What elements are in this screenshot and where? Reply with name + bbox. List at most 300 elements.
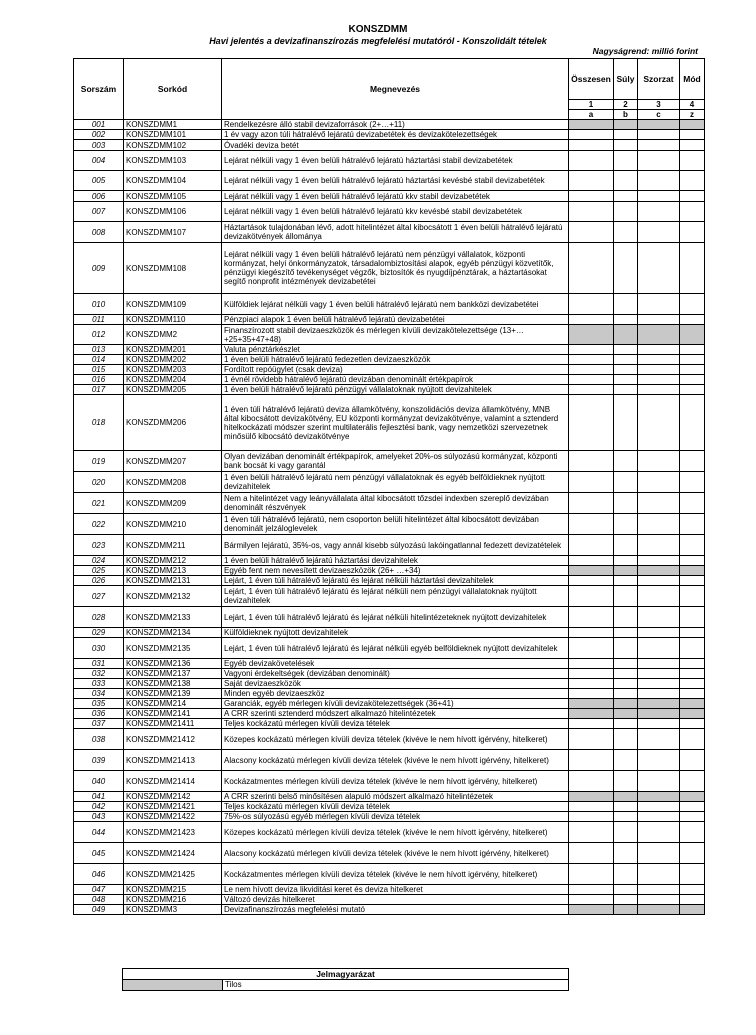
row-number: 039 [74, 750, 124, 771]
cell-total[interactable] [569, 395, 614, 451]
row-name: Nem a hitelintézet vagy leányvállalata által kibocsátott tőzsdei indexben szereplő devizában denominált részvények [222, 493, 569, 514]
cell-weight[interactable] [614, 222, 638, 243]
cell-product[interactable] [638, 885, 680, 895]
cell-mode[interactable] [680, 222, 705, 243]
table-row [74, 729, 705, 750]
cell-total[interactable] [569, 659, 614, 669]
cell-mode[interactable] [680, 140, 705, 151]
cell-total[interactable] [569, 375, 614, 385]
row-name: Fordított repóügylet (csak deviza) [222, 365, 569, 375]
cell-weight[interactable] [614, 345, 638, 355]
cell-product[interactable] [638, 493, 680, 514]
table-row [74, 586, 705, 607]
report-code: KONSZDMM [348, 24, 408, 35]
cell-total[interactable] [569, 222, 614, 243]
row-code: KONSZDMM103 [124, 151, 222, 171]
cell-total[interactable] [569, 140, 614, 151]
cell-weight[interactable] [614, 315, 638, 325]
cell-weight[interactable] [614, 586, 638, 607]
cell-mode[interactable] [680, 191, 705, 202]
cell-product[interactable] [638, 576, 680, 586]
cell-product [638, 566, 680, 576]
cell-weight[interactable] [614, 130, 638, 140]
cell-weight[interactable] [614, 638, 638, 659]
row-code: KONSZDMM105 [124, 191, 222, 202]
cell-mode[interactable] [680, 472, 705, 493]
row-name: Alacsony kockázatú mérlegen kívüli deviza tételek (kivéve le nem hívott igérvény, hitelkeret) [222, 843, 569, 864]
report-subtitle: Havi jelentés a devizafinanszírozás megfelelési mutatóról - Konszolidált tételek [209, 36, 547, 46]
cell-product[interactable] [638, 669, 680, 679]
cell-mode[interactable] [680, 802, 705, 812]
cell-total[interactable] [569, 864, 614, 885]
cell-product[interactable] [638, 812, 680, 822]
cell-weight[interactable] [614, 895, 638, 905]
cell-mode[interactable] [680, 315, 705, 325]
cell-product[interactable] [638, 243, 680, 294]
cell-total [569, 325, 614, 345]
table-row [74, 679, 705, 689]
cell-product[interactable] [638, 294, 680, 315]
cell-weight[interactable] [614, 771, 638, 792]
row-code: KONSZDMM21413 [124, 750, 222, 771]
cell-product[interactable] [638, 202, 680, 222]
cell-product[interactable] [638, 375, 680, 385]
legend-table [122, 968, 569, 991]
row-code: KONSZDMM104 [124, 171, 222, 191]
table-row [74, 607, 705, 628]
cell-mode[interactable] [680, 514, 705, 535]
cell-weight[interactable] [614, 202, 638, 222]
row-code: KONSZDMM209 [124, 493, 222, 514]
cell-mode [680, 709, 705, 719]
cell-mode [680, 792, 705, 802]
cell-total[interactable] [569, 750, 614, 771]
row-number: 033 [74, 679, 124, 689]
col-header-mode: Mód [680, 59, 705, 100]
cell-weight[interactable] [614, 191, 638, 202]
cell-weight[interactable] [614, 628, 638, 638]
cell-mode[interactable] [680, 607, 705, 628]
cell-product[interactable] [638, 535, 680, 556]
cell-mode[interactable] [680, 729, 705, 750]
cell-weight [614, 709, 638, 719]
cell-weight[interactable] [614, 679, 638, 689]
row-number: 012 [74, 325, 124, 345]
row-number: 006 [74, 191, 124, 202]
table-row [74, 822, 705, 843]
cell-weight[interactable] [614, 843, 638, 864]
row-number: 016 [74, 375, 124, 385]
cell-product[interactable] [638, 729, 680, 750]
cell-product[interactable] [638, 191, 680, 202]
row-number: 019 [74, 451, 124, 472]
cell-mode[interactable] [680, 375, 705, 385]
col-num-1: 1 [569, 100, 614, 110]
cell-mode[interactable] [680, 556, 705, 566]
row-number: 035 [74, 699, 124, 709]
row-number: 040 [74, 771, 124, 792]
row-code: KONSZDMM21411 [124, 719, 222, 729]
cell-total[interactable] [569, 345, 614, 355]
cell-total[interactable] [569, 130, 614, 140]
cell-product[interactable] [638, 355, 680, 365]
row-number: 037 [74, 719, 124, 729]
row-name: Lejárat nélküli vagy 1 éven belüli hátralévő lejáratú háztartási kevésbé stabil devizabetétek [222, 171, 569, 191]
table-row [74, 140, 705, 151]
cell-product[interactable] [638, 679, 680, 689]
cell-weight[interactable] [614, 151, 638, 171]
row-number: 046 [74, 864, 124, 885]
cell-product [638, 709, 680, 719]
row-number: 017 [74, 385, 124, 395]
cell-total[interactable] [569, 669, 614, 679]
row-code: KONSZDMM214 [124, 699, 222, 709]
cell-total [569, 120, 614, 130]
row-code: KONSZDMM211 [124, 535, 222, 556]
cell-weight[interactable] [614, 243, 638, 294]
cell-mode[interactable] [680, 130, 705, 140]
table-row [74, 472, 705, 493]
cell-product[interactable] [638, 607, 680, 628]
cell-total[interactable] [569, 556, 614, 566]
cell-product[interactable] [638, 719, 680, 729]
cell-mode[interactable] [680, 719, 705, 729]
row-name: Óvadéki deviza betét [222, 140, 569, 151]
cell-mode[interactable] [680, 628, 705, 638]
table-row [74, 171, 705, 191]
cell-mode[interactable] [680, 771, 705, 792]
cell-mode[interactable] [680, 843, 705, 864]
cell-total[interactable] [569, 243, 614, 294]
cell-mode[interactable] [680, 493, 705, 514]
cell-weight[interactable] [614, 576, 638, 586]
row-number: 029 [74, 628, 124, 638]
cell-product[interactable] [638, 130, 680, 140]
cell-total[interactable] [569, 151, 614, 171]
cell-mode[interactable] [680, 576, 705, 586]
row-name: Lejárt, 1 éven túli hátralévő lejáratú és lejárat nélküli háztartási devizahitelek [222, 576, 569, 586]
cell-total[interactable] [569, 885, 614, 895]
cell-weight[interactable] [614, 171, 638, 191]
row-code: KONSZDMM102 [124, 140, 222, 151]
row-name: Vagyoni érdekeltségek (devizában denominált) [222, 669, 569, 679]
cell-product[interactable] [638, 864, 680, 885]
cell-total[interactable] [569, 514, 614, 535]
cell-product[interactable] [638, 472, 680, 493]
cell-product[interactable] [638, 659, 680, 669]
row-number: 004 [74, 151, 124, 171]
table-row [74, 792, 705, 802]
row-code: KONSZDMM110 [124, 315, 222, 325]
cell-weight[interactable] [614, 750, 638, 771]
cell-total[interactable] [569, 843, 614, 864]
cell-weight[interactable] [614, 689, 638, 699]
cell-weight [614, 566, 638, 576]
cell-product[interactable] [638, 171, 680, 191]
cell-mode[interactable] [680, 638, 705, 659]
legend-title: Jelmagyarázat [123, 969, 569, 980]
row-code: KONSZDMM2133 [124, 607, 222, 628]
cell-weight [614, 792, 638, 802]
cell-total[interactable] [569, 315, 614, 325]
cell-mode[interactable] [680, 243, 705, 294]
cell-total[interactable] [569, 771, 614, 792]
cell-mode[interactable] [680, 885, 705, 895]
row-number: 015 [74, 365, 124, 375]
cell-mode[interactable] [680, 202, 705, 222]
table-row [74, 669, 705, 679]
row-name: 1 évnél rövidebb hátralévő lejáratú devizában denominált értékpapírok [222, 375, 569, 385]
cell-total [569, 699, 614, 709]
cell-product[interactable] [638, 365, 680, 375]
row-code: KONSZDMM2136 [124, 659, 222, 669]
cell-product[interactable] [638, 843, 680, 864]
cell-total[interactable] [569, 191, 614, 202]
cell-product[interactable] [638, 385, 680, 395]
row-code: KONSZDMM109 [124, 294, 222, 315]
cell-total[interactable] [569, 802, 614, 812]
cell-weight[interactable] [614, 375, 638, 385]
cell-total[interactable] [569, 493, 614, 514]
row-name: 1 éven belüli hátralévő lejáratú háztartási devizahitelek [222, 556, 569, 566]
row-code: KONSZDMM107 [124, 222, 222, 243]
cell-product[interactable] [638, 802, 680, 812]
row-name: Háztartások tulajdonában lévő, adott hitelintézet által kibocsátott 1 éven belüli hátralévő lejáratú devizakötvények állománya [222, 222, 569, 243]
row-name: 1 éven túli hátralévő lejáratú deviza államkötvény, konszolidációs deviza államkötvény, MNB által kibocsátott devizakötvény, EU központi kormányzat devizakötvénye, valamint a sztenderd hitelkockázati módszer szerint multilaterális fejlesztési bank, vagy nemzetközi szervezetnek minősülő kibocsátó devizakötvénye [222, 395, 569, 451]
cell-total[interactable] [569, 385, 614, 395]
table-row [74, 556, 705, 566]
row-name: Bármilyen lejáratú, 35%-os, vagy annál kisebb súlyozású lakóingatlannal fedezett devizatételek [222, 535, 569, 556]
row-number: 009 [74, 243, 124, 294]
row-code: KONSZDMM216 [124, 895, 222, 905]
row-number: 045 [74, 843, 124, 864]
cell-weight[interactable] [614, 365, 638, 375]
cell-weight [614, 905, 638, 915]
cell-product[interactable] [638, 315, 680, 325]
cell-weight[interactable] [614, 493, 638, 514]
cell-product[interactable] [638, 822, 680, 843]
cell-total[interactable] [569, 628, 614, 638]
table-body [74, 120, 705, 915]
cell-weight[interactable] [614, 719, 638, 729]
cell-product[interactable] [638, 638, 680, 659]
row-code: KONSZDMM201 [124, 345, 222, 355]
cell-total [569, 709, 614, 719]
cell-mode[interactable] [680, 171, 705, 191]
cell-weight[interactable] [614, 864, 638, 885]
table-row [74, 202, 705, 222]
cell-mode[interactable] [680, 385, 705, 395]
cell-total[interactable] [569, 822, 614, 843]
cell-total [569, 792, 614, 802]
cell-weight[interactable] [614, 451, 638, 472]
cell-total[interactable] [569, 451, 614, 472]
cell-mode[interactable] [680, 345, 705, 355]
cell-product[interactable] [638, 345, 680, 355]
cell-mode[interactable] [680, 895, 705, 905]
cell-product[interactable] [638, 689, 680, 699]
table-row [74, 243, 705, 294]
cell-mode[interactable] [680, 669, 705, 679]
row-name: 1 év vagy azon túli hátralévő lejáratú devizabetétek és devizakötelezettségek [222, 130, 569, 140]
cell-product[interactable] [638, 151, 680, 171]
table-row [74, 843, 705, 864]
cell-product[interactable] [638, 586, 680, 607]
cell-weight[interactable] [614, 812, 638, 822]
cell-mode[interactable] [680, 355, 705, 365]
cell-product[interactable] [638, 514, 680, 535]
cell-mode[interactable] [680, 151, 705, 171]
cell-weight[interactable] [614, 140, 638, 151]
cell-weight[interactable] [614, 659, 638, 669]
cell-weight[interactable] [614, 607, 638, 628]
cell-mode[interactable] [680, 689, 705, 699]
cell-mode[interactable] [680, 822, 705, 843]
cell-total [569, 905, 614, 915]
cell-total[interactable] [569, 679, 614, 689]
col-letter-b: b [614, 110, 638, 120]
cell-product[interactable] [638, 140, 680, 151]
table-row [74, 709, 705, 719]
row-name: Minden egyéb devizaeszköz [222, 689, 569, 699]
table-row [74, 659, 705, 669]
row-code: KONSZDMM2131 [124, 576, 222, 586]
cell-weight[interactable] [614, 669, 638, 679]
cell-mode[interactable] [680, 535, 705, 556]
cell-total[interactable] [569, 719, 614, 729]
cell-total[interactable] [569, 472, 614, 493]
cell-total[interactable] [569, 576, 614, 586]
row-code: KONSZDMM21422 [124, 812, 222, 822]
cell-mode[interactable] [680, 395, 705, 451]
row-code: KONSZDMM2138 [124, 679, 222, 689]
row-number: 036 [74, 709, 124, 719]
row-name: 1 éven túli hátralévő lejáratú, nem csoporton belüli hitelintézet által kibocsátott devizában denominált jelzáloglevelek [222, 514, 569, 535]
cell-mode[interactable] [680, 864, 705, 885]
row-number: 005 [74, 171, 124, 191]
cell-weight[interactable] [614, 395, 638, 451]
cell-mode [680, 566, 705, 576]
cell-product[interactable] [638, 895, 680, 905]
row-name: Valuta pénztárkészlet [222, 345, 569, 355]
cell-total[interactable] [569, 812, 614, 822]
row-name: Változó devizás hitelkeret [222, 895, 569, 905]
cell-mode[interactable] [680, 451, 705, 472]
col-header-code: Sorkód [124, 59, 222, 120]
cell-weight[interactable] [614, 822, 638, 843]
table-row [74, 222, 705, 243]
cell-product[interactable] [638, 556, 680, 566]
cell-total[interactable] [569, 171, 614, 191]
row-name: A CRR szerinti sztenderd módszert alkalmazó hitelintézetek [222, 709, 569, 719]
row-number: 048 [74, 895, 124, 905]
row-name: Olyan devizában denominált értékpapírok, amelyeket 20%-os súlyozású kormányzat, központi bank bocsát ki vagy garantál [222, 451, 569, 472]
cell-weight[interactable] [614, 556, 638, 566]
cell-product[interactable] [638, 222, 680, 243]
cell-product[interactable] [638, 771, 680, 792]
table-row [74, 355, 705, 365]
cell-mode[interactable] [680, 750, 705, 771]
table-row [74, 750, 705, 771]
table-row [74, 191, 705, 202]
cell-weight[interactable] [614, 729, 638, 750]
cell-weight[interactable] [614, 885, 638, 895]
cell-mode[interactable] [680, 659, 705, 669]
cell-total[interactable] [569, 638, 614, 659]
row-number: 031 [74, 659, 124, 669]
cell-total[interactable] [569, 202, 614, 222]
cell-mode[interactable] [680, 679, 705, 689]
table-row [74, 130, 705, 140]
row-name: 1 éven belüli hátralévő lejáratú fedezetlen devizaeszközök [222, 355, 569, 365]
cell-mode[interactable] [680, 365, 705, 375]
cell-total[interactable] [569, 895, 614, 905]
cell-total[interactable] [569, 729, 614, 750]
cell-mode[interactable] [680, 812, 705, 822]
row-name: Közepes kockázatú mérlegen kívüli deviza tételek (kivéve le nem hívott igérvény, hitelkeret) [222, 729, 569, 750]
row-name: Finanszírozott stabil devizaeszközök és mérlegen kívüli devizakötelezettsége (13+…+25+35+47+48) [222, 325, 569, 345]
row-number: 034 [74, 689, 124, 699]
cell-weight[interactable] [614, 472, 638, 493]
cell-total[interactable] [569, 365, 614, 375]
table-row [74, 885, 705, 895]
row-number: 008 [74, 222, 124, 243]
row-number: 047 [74, 885, 124, 895]
cell-total[interactable] [569, 689, 614, 699]
row-name: Alacsony kockázatú mérlegen kívüli deviza tételek (kivéve le nem hívott igérvény, hitelkeret) [222, 750, 569, 771]
cell-total[interactable] [569, 535, 614, 556]
cell-total[interactable] [569, 607, 614, 628]
row-code: KONSZDMM203 [124, 365, 222, 375]
cell-weight[interactable] [614, 385, 638, 395]
row-code: KONSZDMM21425 [124, 864, 222, 885]
cell-total[interactable] [569, 294, 614, 315]
cell-weight[interactable] [614, 535, 638, 556]
table-row [74, 638, 705, 659]
unit-note: Nagyságrend: millió forint [592, 46, 698, 56]
row-code: KONSZDMM205 [124, 385, 222, 395]
cell-product[interactable] [638, 750, 680, 771]
row-code: KONSZDMM106 [124, 202, 222, 222]
cell-total[interactable] [569, 355, 614, 365]
row-name: 1 éven belüli hátralévő lejáratú pénzügyi vállalatoknak nyújtott devizahitelek [222, 385, 569, 395]
row-number: 042 [74, 802, 124, 812]
cell-mode[interactable] [680, 586, 705, 607]
cell-total[interactable] [569, 586, 614, 607]
row-code: KONSZDMM208 [124, 472, 222, 493]
col-header-total: Összesen [569, 59, 614, 100]
cell-product[interactable] [638, 451, 680, 472]
cell-mode[interactable] [680, 294, 705, 315]
row-code: KONSZDMM207 [124, 451, 222, 472]
cell-total [569, 566, 614, 576]
col-num-2: 2 [614, 100, 638, 110]
cell-weight[interactable] [614, 294, 638, 315]
cell-weight[interactable] [614, 802, 638, 812]
row-name: Lejárat nélküli vagy 1 éven belüli hátralévő lejáratú kkv stabil devizabetétek [222, 191, 569, 202]
row-number: 026 [74, 576, 124, 586]
row-code: KONSZDMM3 [124, 905, 222, 915]
col-num-3: 3 [638, 100, 680, 110]
cell-product[interactable] [638, 628, 680, 638]
cell-weight[interactable] [614, 355, 638, 365]
cell-product[interactable] [638, 395, 680, 451]
cell-weight[interactable] [614, 514, 638, 535]
row-name: Teljes kockázatú mérlegen kívüli deviza tételek [222, 802, 569, 812]
row-number: 030 [74, 638, 124, 659]
cell-product [638, 792, 680, 802]
table-row [74, 451, 705, 472]
